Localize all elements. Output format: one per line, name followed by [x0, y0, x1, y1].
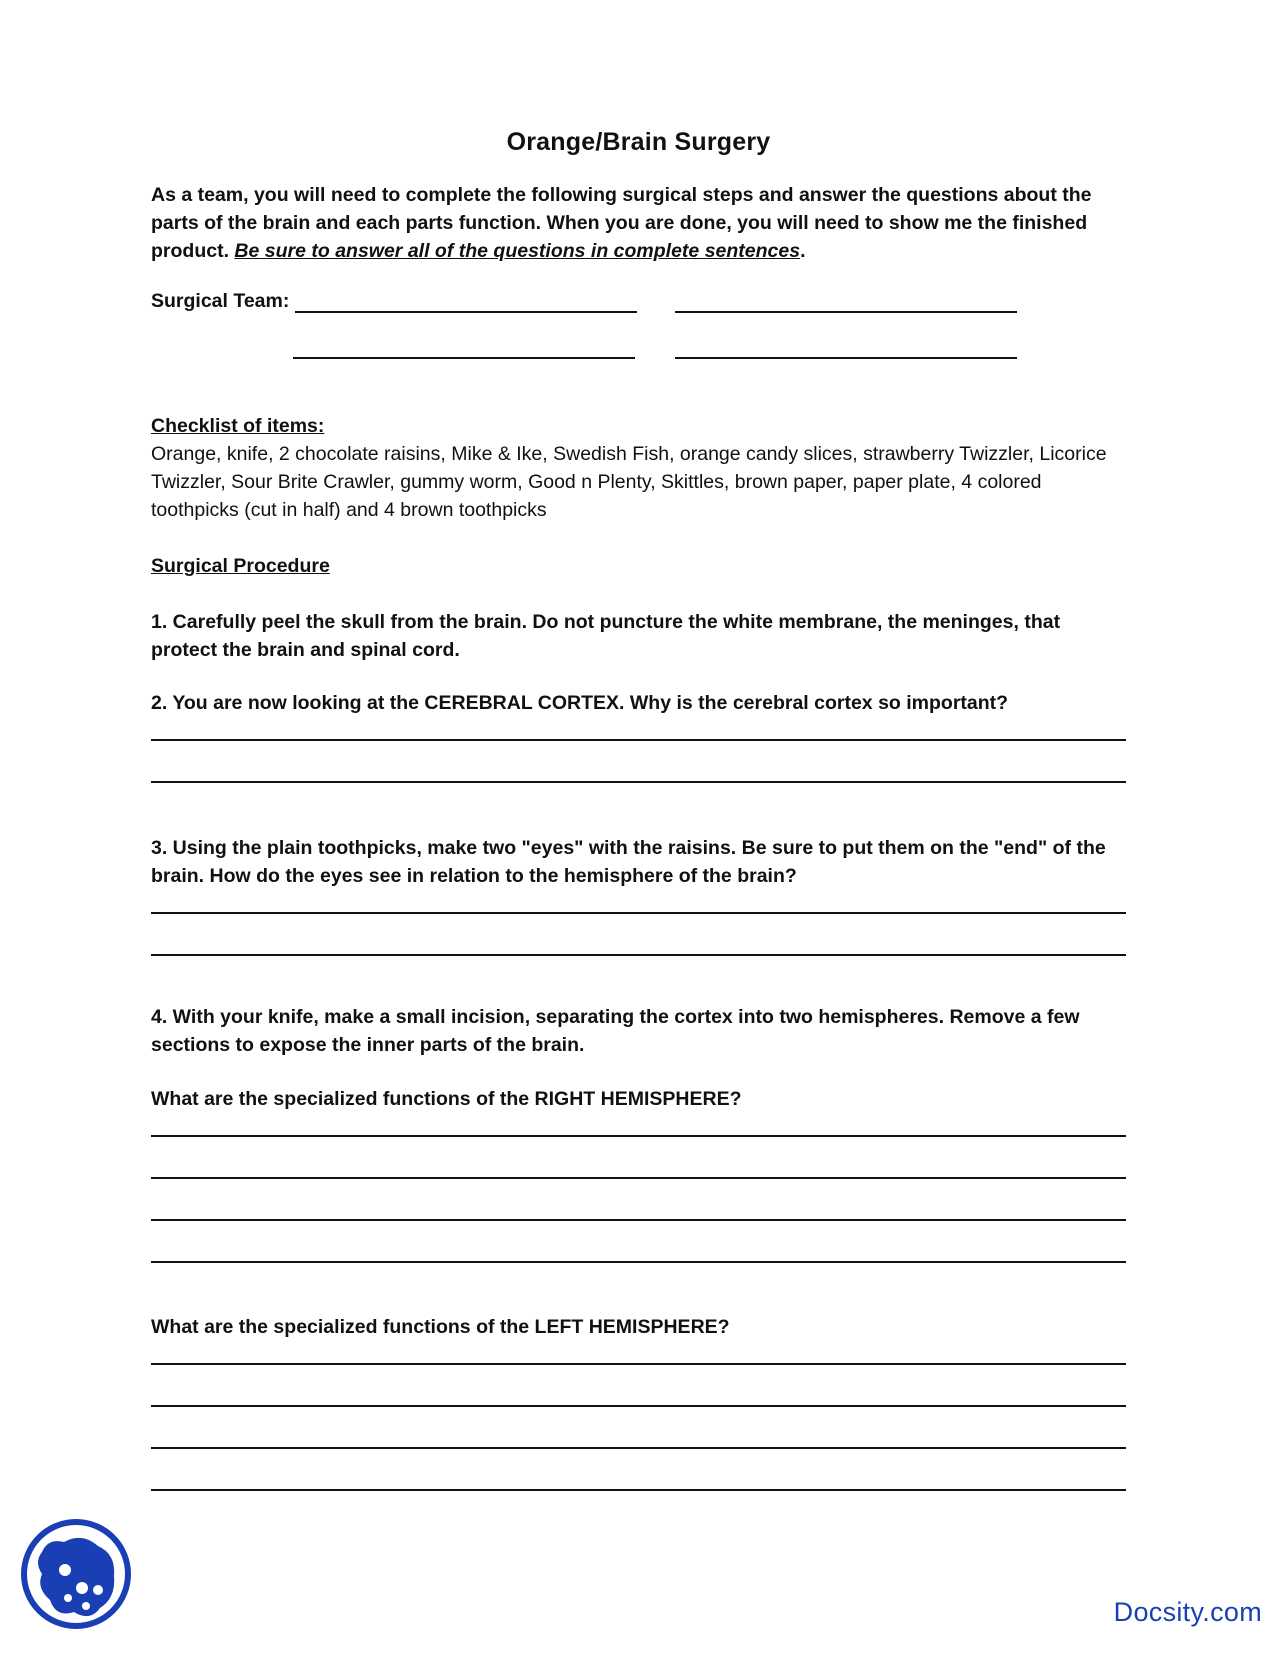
surgical-team-label: Surgical Team: — [151, 290, 290, 312]
answer-line[interactable] — [151, 1489, 1126, 1491]
team-member-line-2[interactable] — [675, 311, 1017, 313]
docsity-logo-icon[interactable] — [20, 1518, 132, 1630]
step-4: 4. With your knife, make a small incision, separating the cortex into two hemispheres. Remove a few sections to expose the inner parts of the brain. — [151, 1006, 1080, 1056]
surgical-team-row-2 — [151, 336, 1126, 364]
step-2-question: 2. You are now looking at the CEREBRAL CORTEX. Why is the cerebral cortex so important? — [151, 692, 1009, 714]
checklist-items: Orange, knife, 2 chocolate raisins, Mike & Ike, Swedish Fish, orange candy slices, strawberry Twizzler, Licorice Twizzler, Sour Brite Crawler, gummy worm, Good n Plenty, Skittles, brown paper, paper plate, 4 colored toothpicks (cut in half) and 4 brown toothpicks — [151, 443, 1107, 521]
docsity-brand-link[interactable]: Docsity.com — [1113, 1597, 1262, 1627]
surgical-team-row-1 — [151, 290, 1126, 318]
team-member-line-4[interactable] — [675, 357, 1017, 359]
intro-end: . — [800, 240, 806, 262]
step-3-question: 3. Using the plain toothpicks, make two "eyes" with the raisins. Be sure to put them on the "end" of the brain. How do the eyes see in relation to the hemisphere of the brain? — [151, 837, 1106, 887]
checklist-heading: Checklist of items: — [151, 415, 325, 437]
page-title: Orange/Brain Surgery — [506, 128, 771, 156]
intro-text: As a team, you will need to complete the following surgical steps and answer the questions about the parts of the brain and each parts function. When you are done, you will need to show me the finished product. — [151, 184, 1092, 262]
left-hemisphere-question: What are the specialized functions of the LEFT HEMISPHERE? — [151, 1316, 730, 1338]
step-1: 1. Carefully peel the skull from the brain. Do not puncture the white membrane, the meninges, that protect the brain and spinal cord. — [151, 611, 1061, 661]
procedure-heading: Surgical Procedure — [151, 555, 330, 577]
team-member-line-1[interactable] — [295, 311, 637, 313]
right-hemisphere-question: What are the specialized functions of the RIGHT HEMISPHERE? — [151, 1088, 742, 1110]
intro-paragraph — [151, 181, 1126, 265]
team-member-line-3[interactable] — [293, 357, 635, 359]
intro-emphasis: Be sure to answer all of the questions in complete sentences — [234, 240, 801, 262]
worksheet-content — [151, 128, 1126, 1491]
